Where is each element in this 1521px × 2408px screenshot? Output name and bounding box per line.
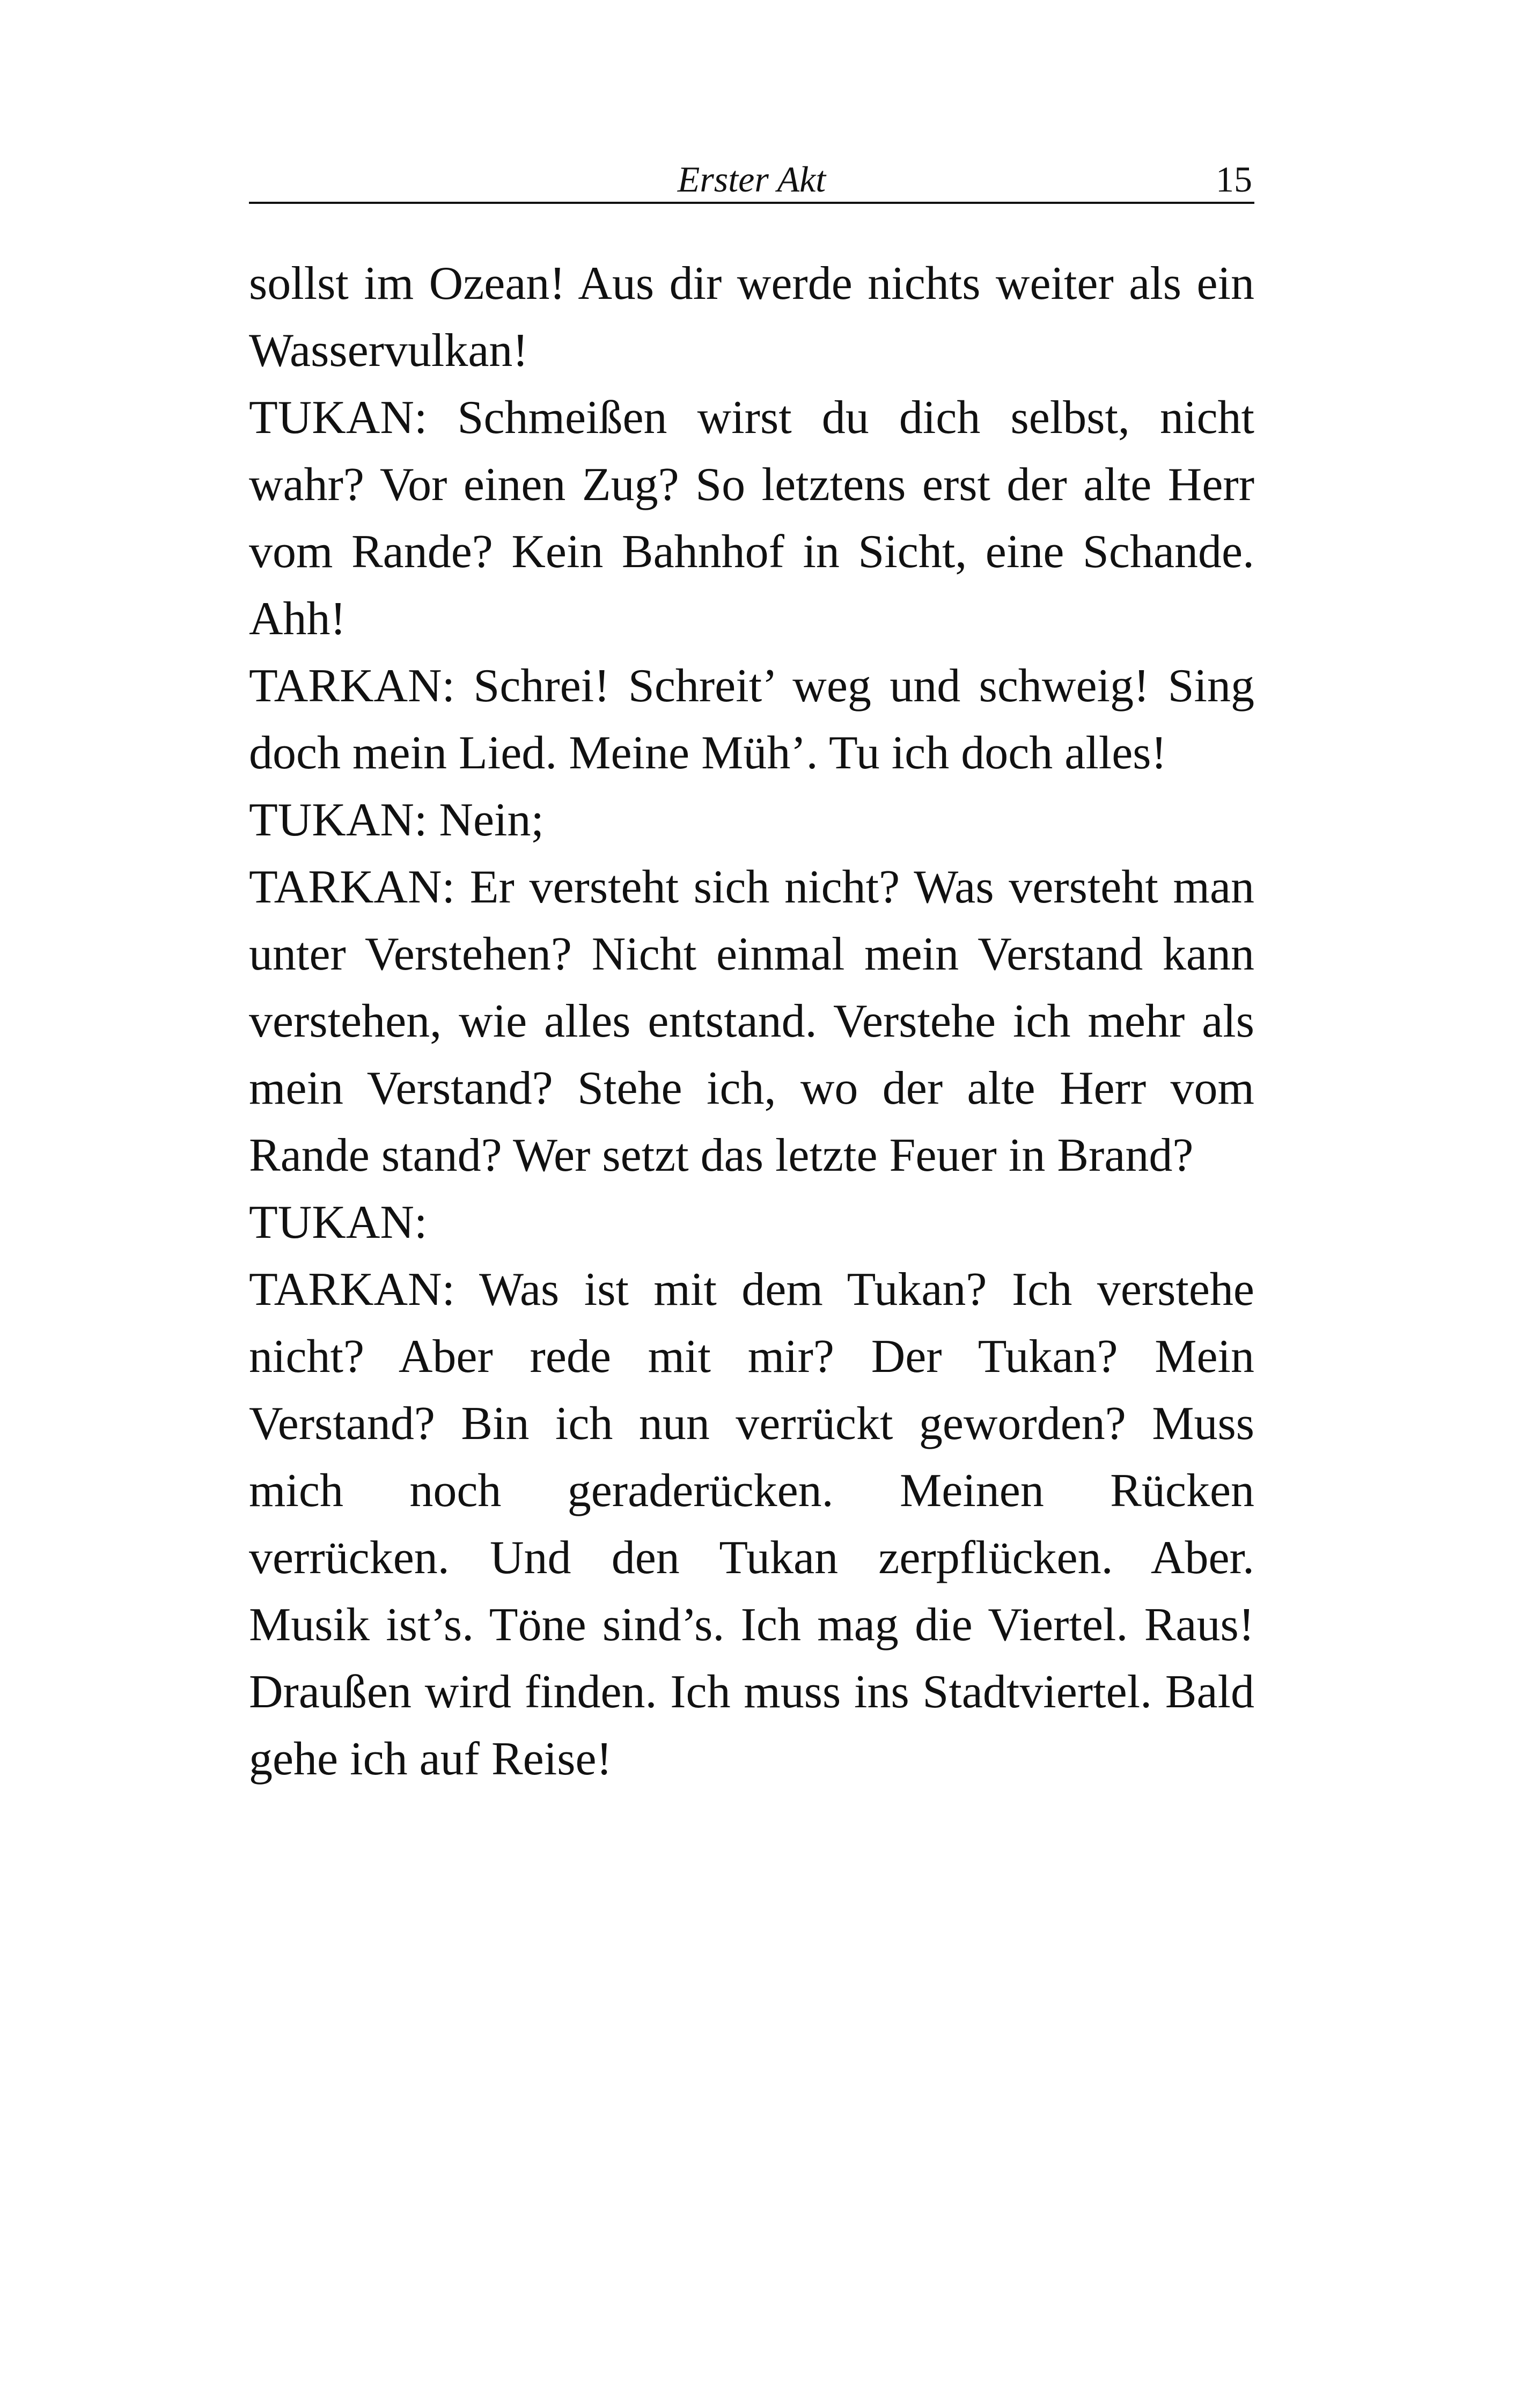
text-line: TUKAN: Schmeißen wirst du dich selbst, nicht: [249, 392, 1254, 444]
text-line: TARKAN: Schrei! Schreit’ weg und schweig! Sing: [249, 660, 1254, 712]
text-line: verstehen, wie alles entstand. Verstehe ich mehr als: [249, 995, 1254, 1047]
text-line: verrücken. Und den Tukan zerpflücken. Aber.: [249, 1532, 1254, 1584]
text-line: Draußen wird finden. Ich muss ins Stadtviertel. Bald: [249, 1666, 1254, 1718]
text-line: doch mein Lied. Meine Müh’. Tu ich doch alles!: [249, 727, 1167, 779]
text-line: TUKAN:: [249, 1196, 428, 1249]
text-line: wahr? Vor einen Zug? So letztens erst der alte Herr: [249, 459, 1254, 511]
text-line: Verstand? Bin ich nun verrückt geworden? Muss: [249, 1398, 1254, 1450]
text-line: Musik ist’s. Töne sind’s. Ich mag die Viertel. Raus!: [249, 1599, 1254, 1651]
text-line: gehe ich auf Reise!: [249, 1733, 612, 1785]
text-line: TUKAN: Nein;: [249, 794, 544, 846]
text-line: Ahh!: [249, 593, 346, 645]
text-line: Rande stand? Wer setzt das letzte Feuer in Brand?: [249, 1129, 1194, 1181]
chapter-title: Erster Akt: [677, 159, 826, 200]
body-text: [249, 250, 1254, 1793]
text-line: mein Verstand? Stehe ich, wo der alte Herr vom: [249, 1062, 1254, 1114]
text-line: unter Verstehen? Nicht einmal mein Verstand kann: [249, 928, 1254, 980]
text-line: mich noch geraderücken. Meinen Rücken: [249, 1465, 1254, 1517]
text-line: Wasservulkan!: [249, 325, 528, 377]
running-header: [249, 153, 1254, 204]
text-line: TARKAN: Was ist mit dem Tukan? Ich verstehe: [249, 1264, 1254, 1316]
text-line: sollst im Ozean! Aus dir werde nichts weiter als ein: [249, 258, 1254, 310]
text-line: vom Rande? Kein Bahnhof in Sicht, eine Schande.: [249, 526, 1254, 578]
text-line: TARKAN: Er versteht sich nicht? Was versteht man: [249, 861, 1254, 913]
text-line: nicht? Aber rede mit mir? Der Tukan? Mein: [249, 1331, 1254, 1383]
page-number: 15: [1216, 159, 1252, 200]
